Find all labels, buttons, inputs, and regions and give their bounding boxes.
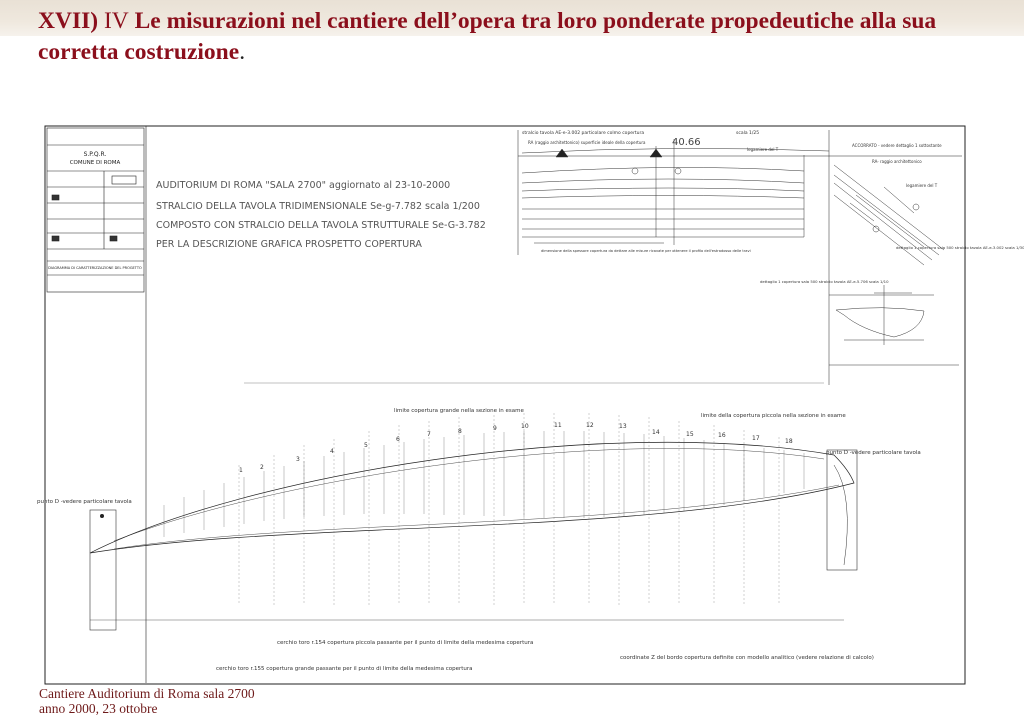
- detail-top-note-left: RA (raggio architettonico) superficie ideale della copertura: [528, 140, 646, 145]
- drawing-note: AUDITORIUM DI ROMA "SALA 2700" aggiornato al 23-10-2000: [156, 180, 451, 191]
- slide-title: [38, 6, 998, 68]
- section-number: 15: [686, 431, 694, 438]
- detail-right-title: ACCORRATO - vedere dettaglio 1 sottostante: [852, 143, 942, 148]
- detail-right: [834, 165, 944, 265]
- section-number: 7: [427, 431, 431, 438]
- detail-right-leg: legamiere del T: [906, 183, 938, 188]
- section-number: 9: [493, 425, 497, 432]
- circle-big-label: cerchio toro r.155 copertura grande passante per il punto di limite della medesima copertura: [216, 666, 473, 672]
- comune-label: COMUNE DI ROMA: [69, 160, 121, 166]
- section-verticals: [239, 413, 779, 605]
- detail-right-ra: RA- raggio architettonico: [872, 159, 922, 164]
- detail-top-note-right: legamiere del T: [747, 147, 779, 152]
- point-left-label: punto D -vedere particolare tavola: [37, 499, 132, 505]
- caption-line-2: anno 2000, 23 ottobre: [39, 701, 158, 716]
- section-number: 16: [718, 432, 726, 439]
- section-number: 11: [554, 422, 562, 429]
- section-curve: [90, 442, 854, 553]
- section-number: 18: [785, 438, 793, 445]
- section-number: 2: [260, 464, 264, 471]
- section-number: 17: [752, 435, 760, 442]
- detail-top-label: stralcio tavola AE-e-3.002 particolare colmo copertura: [522, 131, 645, 136]
- detail-top-value: 40.66: [672, 137, 701, 148]
- section-number: 5: [364, 442, 368, 449]
- section-number: 8: [458, 428, 462, 435]
- spqr-label: S.P.Q.R.: [83, 151, 107, 158]
- point-right-label: punto D -vedere particolare tavola: [826, 450, 921, 456]
- detail-top: [522, 139, 829, 245]
- detail-small: [829, 285, 959, 365]
- detail-top-dimension-note: dimensione della spessore copertura da dettare alle misure ricavate per ottenere il profilo dell'estradosso delle travi: [541, 249, 751, 253]
- section-number: 14: [652, 429, 660, 436]
- section-number: 1: [239, 467, 243, 474]
- title-block-bottom: DIAGRAMMA DI CARATTERIZZAZIONE DEL PROGETTO: [48, 266, 142, 270]
- section-number: 10: [521, 423, 529, 430]
- section-number: 4: [330, 448, 334, 455]
- drawing-note: COMPOSTO CON STRALCIO DELLA TAVOLA STRUTTURALE Se-G-3.782: [156, 220, 486, 231]
- technical-drawing: [37, 125, 1024, 685]
- detail-right-ref: dettaglio 1 copertura sala 500 stralcio tavola AE-e-3.002 scala 1/30: [896, 245, 1024, 250]
- title-main: Le misurazioni nel cantiere dell’opera tra loro ponderate propedeutiche alla sua corretta costruzione: [38, 8, 937, 65]
- caption-line-1: Cantiere Auditorium di Roma sala 2700: [39, 686, 255, 701]
- coordinates-label: coordinate Z del bordo copertura definite con modello analitico (vedere relazione di calcolo): [620, 655, 874, 661]
- title-prefix: XVII): [38, 8, 99, 34]
- circle-small-label: cerchio toro r.154 copertura piccola passante per il punto di limite della medesima copertura: [277, 640, 534, 646]
- big-limit-label: limite copertura grande nella sezione in esame: [394, 408, 524, 414]
- title-roman: IV: [103, 8, 129, 34]
- detail-top-scale: scala 1/25: [736, 131, 760, 136]
- detail-small-label: dettaglio 1 copertura sala 500 stralcio tavola AE-e-5.706 scala 1/10: [760, 279, 889, 284]
- section-hatch: [164, 431, 804, 537]
- caption: [39, 686, 255, 716]
- section-number: 6: [396, 436, 400, 443]
- section-number: 3: [296, 456, 300, 463]
- drawing-note: PER LA DESCRIZIONE GRAFICA PROSPETTO COPERTURA: [156, 239, 422, 250]
- section-number: 12: [586, 422, 594, 429]
- small-limit-label: limite della copertura piccola nella sezione in esame: [701, 413, 846, 419]
- drawing-note: STRALCIO DELLA TAVOLA TRIDIMENSIONALE Se-g-7.782 scala 1/200: [156, 201, 480, 212]
- section-number: 13: [619, 423, 627, 430]
- title-end: .: [239, 39, 246, 65]
